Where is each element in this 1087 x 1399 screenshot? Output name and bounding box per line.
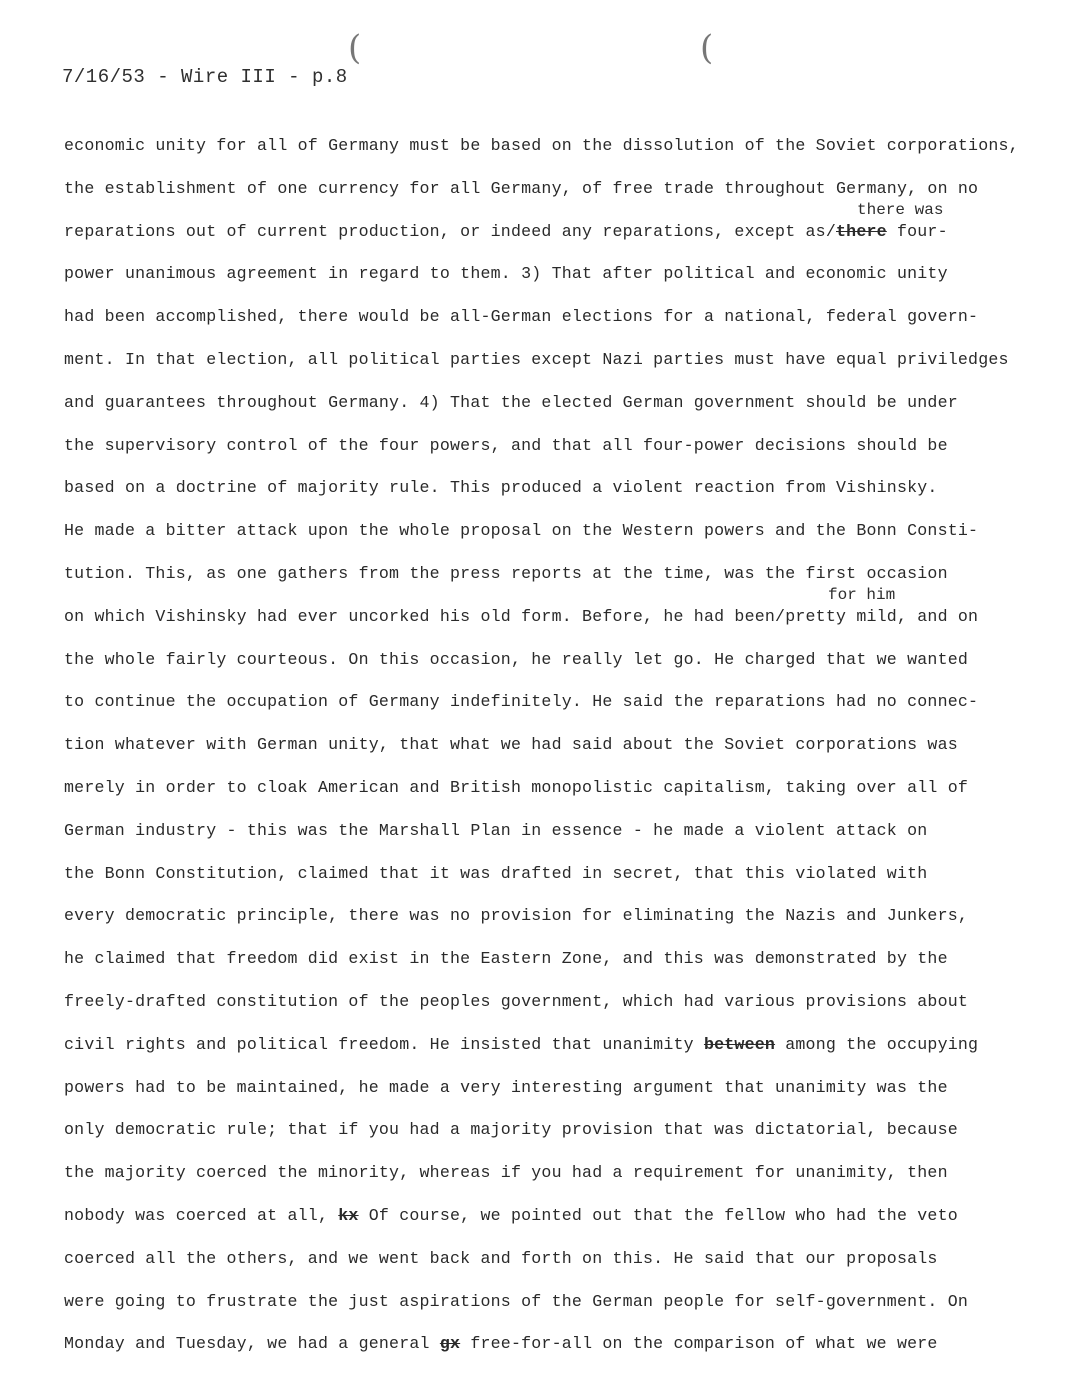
text-line: only democratic rule; that if you had a majority provision that was dictatorial, because — [64, 1120, 958, 1140]
struck-text: there — [836, 221, 887, 241]
text-line: had been accomplished, there would be all-German elections for a national, federal govern- — [64, 307, 979, 327]
insertion-there-was: there was — [857, 201, 944, 219]
text-line: tution. This, as one gathers from the press reports at the time, was the first occasion — [64, 564, 948, 583]
text-line — [64, 1334, 938, 1353]
text-line — [64, 1206, 958, 1225]
text-line: ment. In that election, all political parties except Nazi parties must have equal priviledges — [64, 350, 1009, 369]
text-line: to continue the occupation of Germany indefinitely. He said the reparations had no connec- — [64, 692, 979, 712]
line-segment: among the occupying — [775, 1034, 979, 1054]
text-line: every democratic principle, there was no provision for eliminating the Nazis and Junkers, — [64, 906, 969, 926]
line-segment: Monday and Tuesday, we had a general — [64, 1334, 440, 1354]
text-line: based on a doctrine of majority rule. This produced a violent reaction from Vishinsky. — [64, 478, 938, 498]
text-line: tion whatever with German unity, that what we had said about the Soviet corporations was — [64, 735, 958, 755]
text-line: the whole fairly courteous. On this occasion, he really let go. He charged that we wanted — [64, 649, 969, 669]
text-line: the Bonn Constitution, claimed that it was drafted in secret, that this violated with — [64, 863, 928, 883]
text-line: He made a bitter attack upon the whole proposal on the Western powers and the Bonn Consti- — [64, 521, 979, 541]
text-line: coerced all the others, and we went back and forth on this. He said that our proposals — [64, 1248, 938, 1268]
text-line: merely in order to cloak American and British monopolistic capitalism, taking over all of — [64, 778, 969, 797]
text-line: freely-drafted constitution of the peoples government, which had various provisions about — [64, 992, 969, 1011]
text-line: were going to frustrate the just aspirations of the German people for self-government. On — [64, 1291, 969, 1311]
text-line: the majority coerced the minority, whereas if you had a requirement for unanimity, then — [64, 1163, 948, 1183]
margin-mark-right: ( — [700, 28, 714, 68]
struck-text: between — [703, 1034, 776, 1054]
line-segment: nobody was coerced at all, — [64, 1206, 339, 1225]
text-line: the establishment of one currency for all Germany, of free trade throughout Germany, on no — [64, 178, 979, 198]
struck-text: kx — [338, 1206, 359, 1225]
line-segment: reparations out of current production, or indeed any reparations, except as/ — [64, 221, 836, 241]
text-line: the supervisory control of the four powers, and that all four-power decisions should be — [64, 435, 948, 455]
struck-text: gx — [439, 1334, 461, 1354]
line-segment: civil rights and political freedom. He insisted that unanimity — [64, 1034, 704, 1054]
text-line: power unanimous agreement in regard to them. 3) That after political and economic unity — [64, 264, 948, 284]
margin-mark-left: ( — [348, 28, 362, 68]
text-line: on which Vishinsky had ever uncorked his old form. Before, he had been/pretty mild, and on — [64, 606, 979, 626]
line-segment: Of course, we pointed out that the fellow who had the veto — [358, 1206, 958, 1225]
text-line: he claimed that freedom did exist in the Eastern Zone, and this was demonstrated by the — [64, 949, 948, 969]
line-segment: four- — [886, 221, 948, 241]
text-line — [64, 222, 948, 241]
text-line — [64, 1035, 978, 1054]
line-segment: free-for-all on the comparison of what we were — [460, 1334, 938, 1354]
text-line: powers had to be maintained, he made a very interesting argument that unanimity was the — [64, 1077, 948, 1097]
page-header: 7/16/53 - Wire III - p.8 — [62, 66, 348, 88]
insertion-for-him: for him — [828, 586, 896, 604]
text-line: and guarantees throughout Germany. 4) That the elected German government should be under — [64, 392, 958, 412]
text-line: economic unity for all of Germany must be based on the dissolution of the Soviet corporations, — [64, 136, 1019, 155]
text-line: German industry - this was the Marshall Plan in essence - he made a violent attack on — [64, 820, 928, 840]
